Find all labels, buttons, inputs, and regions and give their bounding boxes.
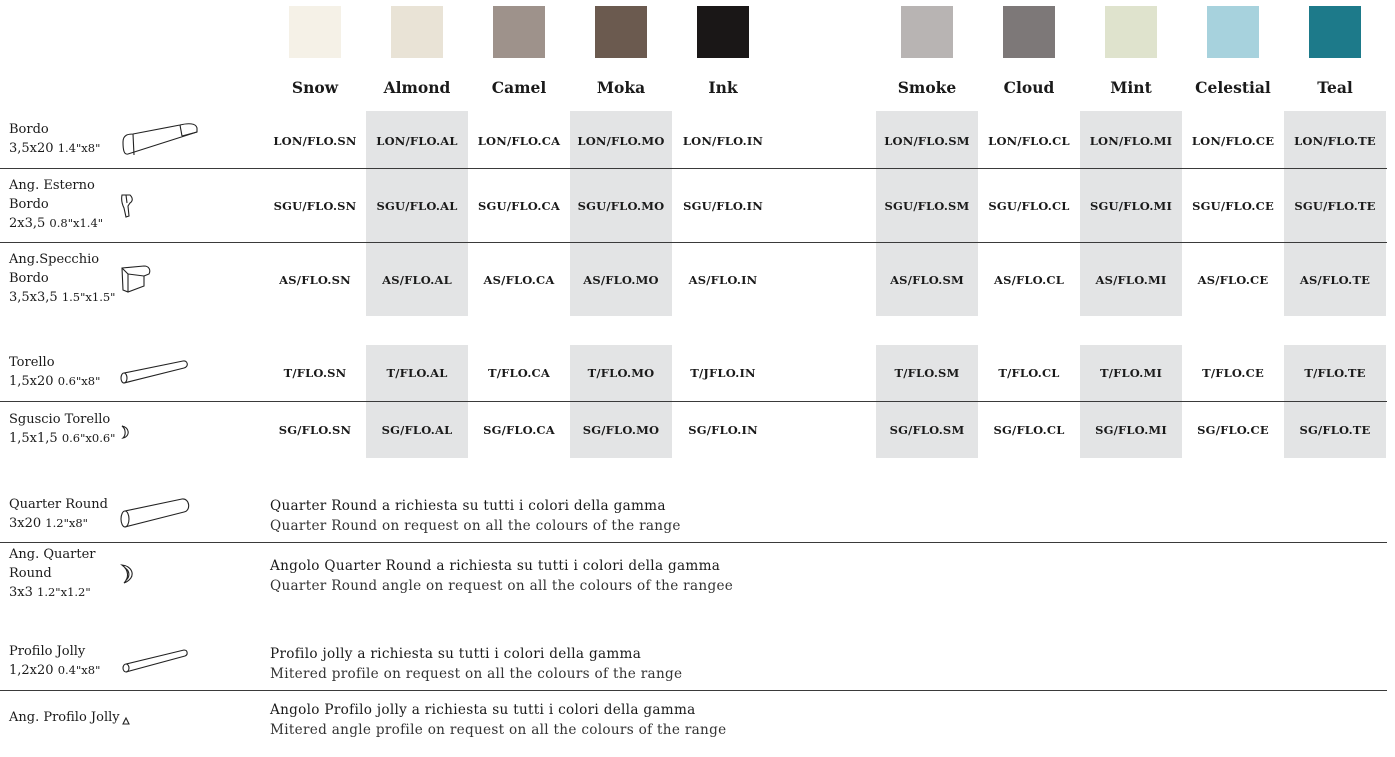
code-cell: LON/FLO.SM bbox=[884, 134, 970, 148]
code-cell: LON/FLO.CE bbox=[1191, 134, 1275, 148]
product-size: 3x20 bbox=[9, 516, 42, 531]
product-inch: 0.6"x0.6" bbox=[61, 431, 116, 445]
color-name-celestial: Celestial bbox=[1195, 78, 1271, 97]
product-name: Ang. Quarter bbox=[9, 547, 96, 562]
code-cell: AS/FLO.SN bbox=[279, 273, 351, 287]
row-divider bbox=[0, 401, 1387, 402]
product-label-profilo-jolly bbox=[9, 642, 100, 680]
color-name-ink: Ink bbox=[708, 78, 738, 97]
code-cell: LON/FLO.MI bbox=[1089, 134, 1173, 148]
request-note-ang-profilo-jolly bbox=[270, 701, 726, 740]
request-note-profilo-jolly bbox=[270, 645, 682, 684]
code-cell: T/FLO.SN bbox=[283, 366, 347, 380]
product-label-ang-specchio-bordo bbox=[9, 250, 115, 307]
product-inch: 0.8"x1.4" bbox=[49, 216, 104, 230]
note-italian: Angolo Quarter Round a richiesta su tutti i colori della gamma bbox=[270, 558, 721, 574]
jolly-profile-icon bbox=[120, 647, 190, 675]
code-cell: SG/FLO.SN bbox=[278, 423, 352, 437]
code-cell: SGU/FLO.SN bbox=[273, 199, 357, 213]
product-label-ang-esterno-bordo bbox=[9, 176, 103, 233]
code-cell: SGU/FLO.SM bbox=[884, 199, 970, 213]
code-cell: LON/FLO.MO bbox=[577, 134, 665, 148]
product-name: Ang. Profilo Jolly bbox=[9, 710, 120, 725]
product-size: 3,5x3,5 bbox=[9, 290, 58, 305]
note-italian: Angolo Profilo jolly a richiesta su tutti i colori della gamma bbox=[270, 702, 696, 718]
product-inch: 0.4"x8" bbox=[57, 663, 101, 677]
request-note-ang-quarter-round bbox=[270, 557, 733, 596]
product-name-line2: Bordo bbox=[9, 197, 49, 212]
product-size: 3,5x20 bbox=[9, 141, 54, 156]
code-cell: LON/FLO.AL bbox=[376, 134, 458, 148]
product-inch: 0.6"x8" bbox=[57, 374, 101, 388]
note-english: Mitered angle profile on request on all the colours of the range bbox=[270, 721, 727, 738]
color-name-cloud: Cloud bbox=[1003, 78, 1055, 97]
code-cell: SG/FLO.MO bbox=[582, 423, 660, 437]
product-name: Sguscio Torello bbox=[9, 412, 111, 427]
swatch-celestial bbox=[1207, 6, 1259, 58]
code-cell: SG/FLO.CE bbox=[1197, 423, 1269, 437]
quarter-round-icon bbox=[118, 496, 192, 532]
note-english: Quarter Round angle on request on all the colours of the rangee bbox=[270, 577, 734, 594]
code-cell: AS/FLO.SM bbox=[890, 273, 964, 287]
row-divider bbox=[0, 242, 1387, 243]
swatch-almond bbox=[391, 6, 443, 58]
code-cell: T/FLO.TE bbox=[1304, 366, 1366, 380]
code-cell: AS/FLO.MO bbox=[583, 273, 659, 287]
code-cell: T/FLO.CL bbox=[998, 366, 1060, 380]
code-cell: AS/FLO.IN bbox=[688, 273, 758, 287]
note-english: Quarter Round on request on all the colours of the range bbox=[270, 517, 681, 534]
product-name: Ang. Esterno bbox=[9, 178, 95, 193]
code-cell: SG/FLO.IN bbox=[688, 423, 758, 437]
code-cell: AS/FLO.CE bbox=[1197, 273, 1269, 287]
product-inch: 1.5"x1.5" bbox=[61, 290, 116, 304]
product-name-line2: Round bbox=[9, 566, 52, 581]
code-cell: AS/FLO.TE bbox=[1299, 273, 1371, 287]
code-cell: T/FLO.MI bbox=[1099, 366, 1163, 380]
code-cell: SG/FLO.SM bbox=[889, 423, 965, 437]
product-size: 1,2x20 bbox=[9, 663, 54, 678]
code-cell: T/FLO.AL bbox=[386, 366, 448, 380]
product-label-ang-profilo-jolly bbox=[9, 708, 120, 727]
code-cell: SGU/FLO.MI bbox=[1089, 199, 1173, 213]
swatch-snow bbox=[289, 6, 341, 58]
code-cell: SGU/FLO.CE bbox=[1192, 199, 1274, 213]
code-cell: AS/FLO.CA bbox=[483, 273, 555, 287]
sguscio-end-icon bbox=[119, 424, 133, 440]
code-cell: SG/FLO.TE bbox=[1299, 423, 1371, 437]
color-name-moka: Moka bbox=[596, 78, 646, 97]
product-inch: 1.2"x8" bbox=[45, 516, 88, 530]
note-italian: Quarter Round a richiesta su tutti i colori della gamma bbox=[270, 498, 666, 514]
product-name: Profilo Jolly bbox=[9, 644, 86, 659]
code-cell: LON/FLO.CL bbox=[988, 134, 1070, 148]
product-label-ang-quarter-round bbox=[9, 545, 95, 602]
product-size: 1,5x20 bbox=[9, 374, 54, 389]
torello-rod-icon bbox=[119, 357, 191, 387]
quarter-round-angle-icon bbox=[119, 562, 139, 586]
color-name-teal: Teal bbox=[1317, 78, 1353, 97]
product-label-quarter-round bbox=[9, 495, 108, 533]
color-name-snow: Snow bbox=[291, 78, 339, 97]
code-cell: T/FLO.MO bbox=[587, 366, 655, 380]
code-cell: SGU/FLO.MO bbox=[577, 199, 665, 213]
code-cell: SG/FLO.MI bbox=[1095, 423, 1167, 437]
code-cell: LON/FLO.IN bbox=[682, 134, 764, 148]
code-cell: AS/FLO.MI bbox=[1095, 273, 1167, 287]
code-cell: LON/FLO.TE bbox=[1294, 134, 1376, 148]
swatch-smoke bbox=[901, 6, 953, 58]
swatch-camel bbox=[493, 6, 545, 58]
code-cell: T/FLO.SM bbox=[894, 366, 960, 380]
product-label-sguscio-torello bbox=[9, 410, 115, 448]
code-cell: SG/FLO.CA bbox=[483, 423, 555, 437]
note-english: Mitered profile on request on all the colours of the range bbox=[270, 665, 683, 682]
code-cell: AS/FLO.AL bbox=[382, 273, 452, 287]
code-cell: SGU/FLO.CL bbox=[988, 199, 1070, 213]
code-cell: SGU/FLO.CA bbox=[477, 199, 561, 213]
product-name-line2: Bordo bbox=[9, 271, 49, 286]
code-cell: SGU/FLO.TE bbox=[1294, 199, 1376, 213]
product-name: Bordo bbox=[9, 122, 49, 137]
swatch-ink bbox=[697, 6, 749, 58]
product-name: Torello bbox=[9, 355, 55, 370]
code-cell: AS/FLO.CL bbox=[993, 273, 1065, 287]
product-name: Ang.Specchio bbox=[9, 252, 100, 267]
code-cell: SGU/FLO.AL bbox=[376, 199, 458, 213]
code-cell: T/FLO.CE bbox=[1202, 366, 1264, 380]
product-size: 2x3,5 bbox=[9, 216, 46, 231]
request-note-quarter-round bbox=[270, 497, 681, 536]
product-label-torello bbox=[9, 353, 100, 391]
product-inch: 1.4"x8" bbox=[57, 141, 101, 155]
code-cell: SGU/FLO.IN bbox=[683, 199, 763, 213]
row-divider bbox=[0, 168, 1387, 169]
color-name-smoke: Smoke bbox=[897, 78, 957, 97]
code-cell: LON/FLO.SN bbox=[273, 134, 357, 148]
jolly-angle-icon bbox=[121, 716, 131, 727]
color-name-camel: Camel bbox=[491, 78, 547, 97]
code-cell: LON/FLO.CA bbox=[477, 134, 561, 148]
mirror-corner-icon bbox=[118, 262, 154, 296]
color-name-almond: Almond bbox=[383, 78, 451, 97]
product-label-bordo bbox=[9, 120, 100, 158]
code-cell: T/JFLO.IN bbox=[690, 366, 756, 380]
swatch-moka bbox=[595, 6, 647, 58]
color-name-mint: Mint bbox=[1110, 78, 1152, 97]
code-cell: SG/FLO.CL bbox=[993, 423, 1065, 437]
product-size: 3x3 bbox=[9, 585, 33, 600]
code-cell: T/FLO.CA bbox=[487, 366, 551, 380]
note-italian: Profilo jolly a richiesta su tutti i colori della gamma bbox=[270, 646, 642, 662]
product-name: Quarter Round bbox=[9, 497, 108, 512]
bordo-profile-icon bbox=[120, 120, 200, 162]
swatch-cloud bbox=[1003, 6, 1055, 58]
row-divider bbox=[0, 542, 1387, 543]
external-corner-icon bbox=[118, 192, 138, 220]
product-size: 1,5x1,5 bbox=[9, 431, 58, 446]
code-cell: SG/FLO.AL bbox=[381, 423, 453, 437]
product-inch: 1.2"x1.2" bbox=[37, 585, 91, 599]
row-divider bbox=[0, 690, 1387, 691]
swatch-teal bbox=[1309, 6, 1361, 58]
swatch-mint bbox=[1105, 6, 1157, 58]
